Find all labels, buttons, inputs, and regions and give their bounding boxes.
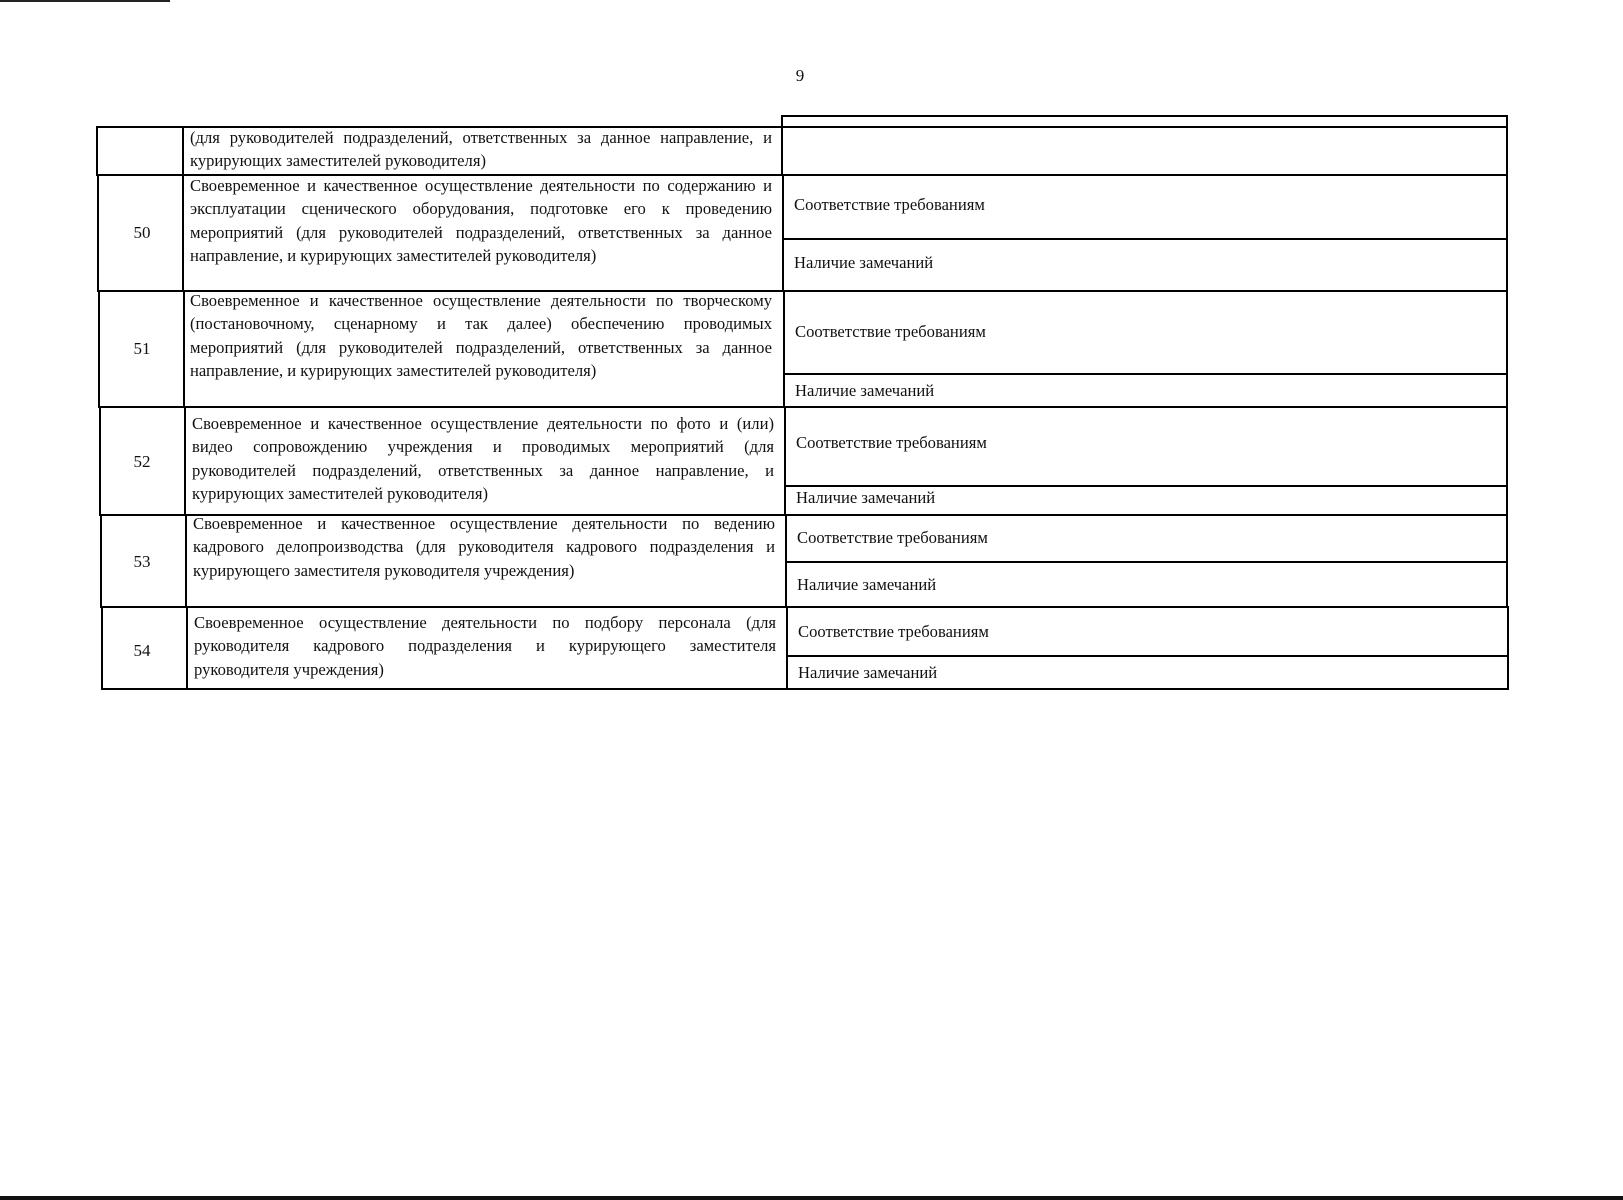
row-description: Своевременное осуществление деятельности по подбору персонала (для руководителя кадрового подразделения и курирующего заместителя руководителя учреждения) — [194, 613, 776, 679]
criterion-remarks: Наличие замечаний — [795, 381, 935, 400]
page-number: 9 — [795, 66, 805, 85]
criterion-remarks: Наличие замечаний — [797, 575, 937, 594]
criterion-compliance: Соответствие требованиям — [798, 622, 989, 641]
row-number: 52 — [133, 452, 151, 471]
scan-edge-bottom — [0, 1196, 1623, 1200]
criterion-compliance: Соответствие требованиям — [794, 195, 985, 214]
row-description: Своевременное и качественное осуществление деятельности по содержанию и эксплуатации сценического оборудования, подготовке его к проведению мероприятий (для руководителей подразделений, ответственных за данное направление, и курирующих заместителей руководителя) — [190, 176, 772, 266]
criterion-remarks: Наличие замечаний — [796, 488, 936, 507]
criterion-remarks: Наличие замечаний — [794, 253, 934, 272]
row-description: Своевременное и качественное осуществление деятельности по творческому (постановочному, сценарному и так далее) обеспечению проводимых мероприятий (для руководителей подразделений, ответственных за данное направление, и курирующих заместителей руководителя) — [190, 291, 772, 381]
criterion-compliance: Соответствие требованиям — [797, 528, 988, 547]
row-description: (для руководителей подразделений, ответственных за данное направление, и курирующих заместителей руководителя) — [190, 128, 772, 171]
row-number: 50 — [133, 223, 151, 242]
row-description: Своевременное и качественное осуществление деятельности по фото и (или) видео сопровождению учреждения и проводимых мероприятий (для руководителей подразделений, ответственных за данное направление, и курирующих заместителей руководителя) — [192, 414, 774, 504]
row-number: 54 — [133, 641, 151, 660]
criterion-remarks: Наличие замечаний — [798, 663, 938, 682]
row-number: 53 — [133, 552, 151, 571]
row-number: 51 — [133, 339, 151, 358]
criterion-compliance: Соответствие требованиям — [796, 433, 987, 452]
criterion-compliance: Соответствие требованиям — [795, 322, 986, 341]
row-description: Своевременное и качественное осуществление деятельности по ведению кадрового делопроизводства (для руководителя кадрового подразделения и курирующего заместителя руководителя учреждения) — [193, 514, 775, 580]
scan-edge-top — [0, 0, 170, 2]
